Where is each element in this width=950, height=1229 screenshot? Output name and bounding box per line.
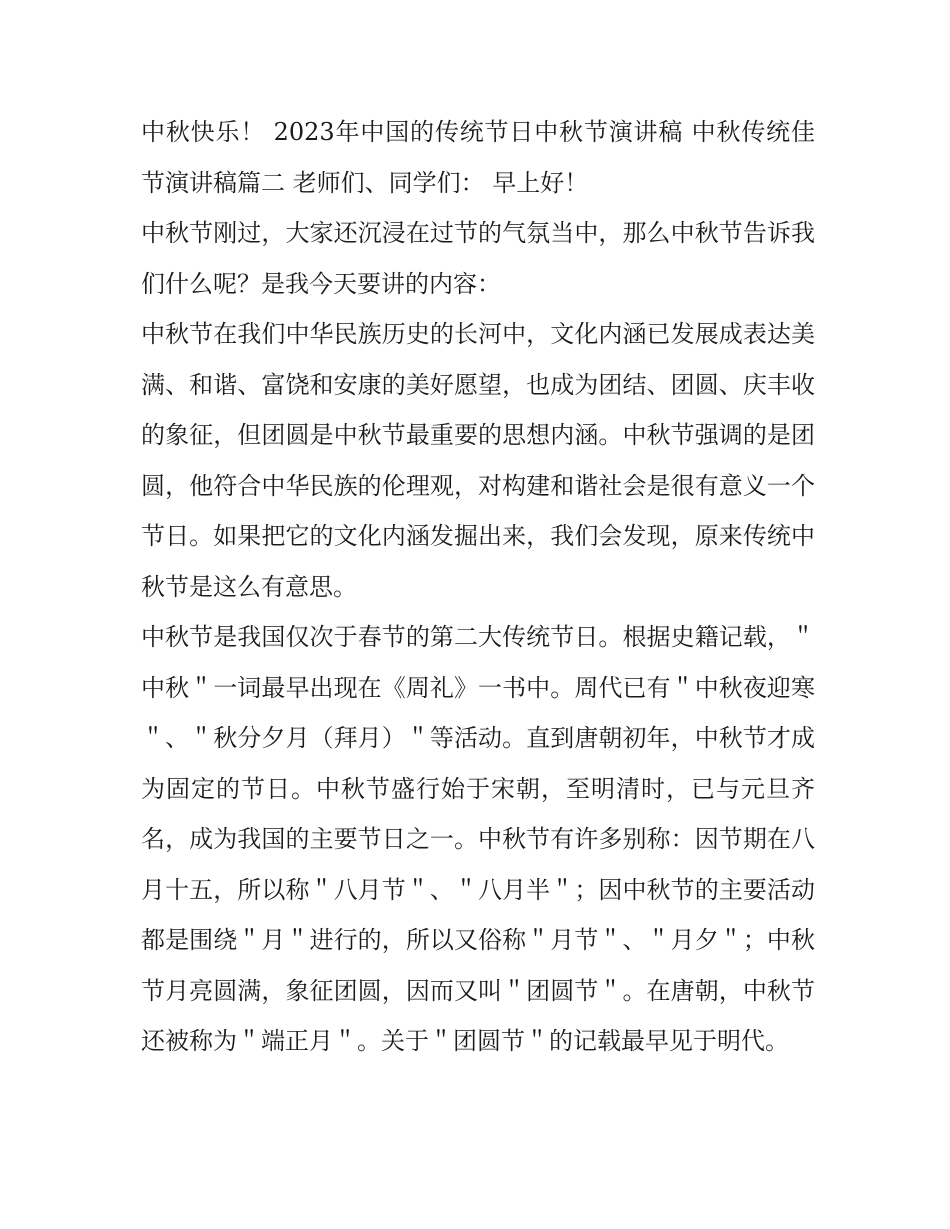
speech-text-body <box>141 107 815 1067</box>
paragraph-cultural-meaning: 中秋节在我们中华民族历史的长河中，文化内涵已发展成表达美满、和谐、富饶和安康的美好愿望，也成为团结、团圆、庆丰收的象征，但团圆是中秋节最重要的思想内涵。中秋节强调的是团圆，他符合中华民族的伦理观，对构建和谐社会是很有意义一个节日。如果把它的文化内涵发掘出来，我们会发现，原来传统中秋节是这么有意思。 <box>141 320 815 601</box>
paragraph-title-greeting: 中秋快乐！ 2023年中国的传统节日中秋节演讲稿 中秋传统佳节演讲稿篇二 老师们、同学们： 早上好！ <box>141 118 815 197</box>
paragraph-introduction: 中秋节刚过，大家还沉浸在过节的气氛当中，那么中秋节告诉我们什么呢？是我今天要讲的内容： <box>141 219 815 298</box>
paragraph-history: 中秋节是我国仅次于春节的第二大传统节日。根据史籍记载，＂中秋＂一词最早出现在《周礼》一书中。周代已有＂中秋夜迎寒＂、＂秋分夕月（拜月）＂等活动。直到唐朝初年，中秋节才成为固定的节日。中秋节盛行始于宋朝，至明清时，已与元旦齐名，成为我国的主要节日之一。中秋节有许多别称：因节期在八月十五，所以称＂八月节＂、＂八月半＂；因中秋节的主要活动都是围绕＂月＂进行的，所以又俗称＂月节＂、＂月夕＂；中秋节月亮圆满，象征团圆，因而又叫＂团圆节＂。在唐朝，中秋节还被称为＂端正月＂。关于＂团圆节＂的记载最早见于明代。 <box>141 623 815 1055</box>
